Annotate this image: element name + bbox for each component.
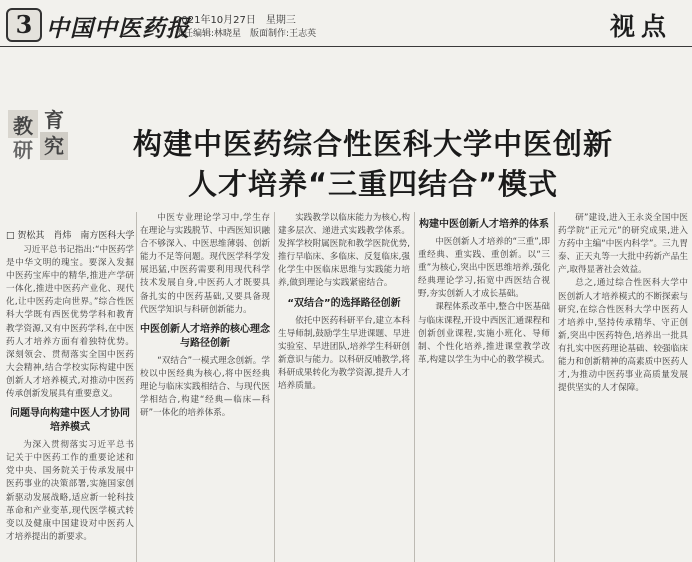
subheading: 中医创新人才培养的核心理念与路径创新 bbox=[140, 323, 270, 349]
paragraph: 总之,通过综合性医科大学中医创新人才培养模式的不断探索与研究,在综合性医科大学中医药人才培养中,坚持传承精华、守正创新,突出中医药特色,培养出一批具有扎实中医药理论基础、较强临床能力和创新精神的高素质中医药人才,为推动中医药事业高质量发展提供坚实的人才保障。 bbox=[558, 278, 688, 394]
editor-credit: 责任编辑:林晓星 版面制作:王志英 bbox=[175, 29, 317, 39]
article-column-3 bbox=[278, 212, 410, 562]
section-title: 视点 bbox=[610, 12, 673, 41]
paragraph: 习近平总书记指出:“中医药学是中华文明的瑰宝。要深入发掘中医药宝库中的精华,推进产学研一体化,推进中医药产业化、现代化,让中医药走向世界。”综合性医科大学既有西医优势学科和教育教学资源,又有中医药学科,在中医药人才培养方面有着独特优势。深刻领会、贯彻落实全国中医药大会精神,结合学校实际构建中医创新人才培养模式,对推动中医药传承创新发展具有重要意义。 bbox=[6, 245, 134, 400]
paragraph: 研”建设,进入王永炎全国中医药学院“正元元”的研究成果,进入方药中主编“中医内科学”。三九胃泰、正天丸等一大批中药新产品生产,取得显著社会效益。 bbox=[558, 213, 688, 276]
masthead bbox=[0, 0, 692, 47]
paragraph: 实践教学以临床能力为核心,构建多层次、递进式实践教学体系。发挥学校附属医院和教学医院优势,推行早临床、多临床、反复临床,强化学生中医临床思维与实践能力培养,做到理论与实践紧密结合。 bbox=[278, 213, 410, 289]
newspaper-logo: 中国中医药报 bbox=[46, 15, 190, 42]
byline: □ 贺松其 肖炜 南方医科大学 bbox=[6, 231, 135, 241]
column-tag bbox=[8, 108, 82, 162]
article-headline bbox=[88, 124, 658, 204]
subheading: 构建中医创新人才培养的体系 bbox=[419, 219, 549, 230]
subheading: “双结合”的选择路径创新 bbox=[287, 297, 401, 309]
headline-line-2: 人才培养“三重四结合”模式 bbox=[187, 167, 559, 201]
column-divider bbox=[554, 212, 555, 562]
page-number: 3 bbox=[6, 8, 42, 42]
tag-char: 研 bbox=[13, 138, 33, 162]
paragraph: 中医创新人才培养的“三重”,即重经典、重实践、重创新。以“三重”为核心,突出中医思维培养,强化经典理论学习,拓宽中西医结合视野,夯实创新人才成长基础。 bbox=[418, 237, 550, 300]
column-divider bbox=[136, 212, 137, 562]
article-column-4 bbox=[418, 212, 550, 562]
column-divider bbox=[414, 212, 415, 562]
article-column-2 bbox=[140, 212, 270, 562]
paragraph: 中医专业理论学习中,学生存在理论与实践脱节、中西医知识融合不够深入、中医思维薄弱、创新能力不足等问题。现代医学科学发展迅猛,中医药需要利用现代科学技术发展自身,中医药人才既要具备扎实的中医药基础,又要具备现代医学知识与科研创新能力。 bbox=[140, 213, 270, 315]
tag-char: 教 bbox=[13, 114, 33, 138]
paragraph: “双结合”一模式理念创新。学校以中医经典为核心,将中医经典理论与临床实践相结合、与现代医学相结合,构建“经典—临床—科研”一体化的培养体系。 bbox=[140, 355, 270, 419]
headline-line-1: 构建中医药综合性医科大学中医创新 bbox=[132, 127, 613, 161]
issue-date: 2021年10月27日 星期三 bbox=[175, 15, 296, 26]
subheading: 问题导向构建中医人才协同培养模式 bbox=[10, 408, 130, 434]
article-column-5 bbox=[558, 212, 688, 562]
paragraph: 为深入贯彻落实习近平总书记关于中医药工作的重要论述和党中央、国务院关于传承发展中医药事业的决策部署,实施国家创新驱动发展战略,适应新一轮科技革命和产业变革,现代医学模式转变以及健康中国建设对中医药人才培养提出的新要求。 bbox=[6, 440, 134, 542]
tag-char: 育 bbox=[44, 108, 64, 132]
paragraph: 依托中医药科研平台,建立本科生导师制,鼓励学生早进课题、早进实验室、早进团队,培养学生科研创新意识与能力。以科研反哺教学,将科研成果转化为教学资源,提升人才培养质量。 bbox=[278, 315, 410, 392]
paragraph: 课程体系改革中,整合中医基础与临床课程,开设中西医汇通课程和创新创业课程,实施小班化、导师制、个性化培养,推进课堂教学改革,构建以学生为中心的教学模式。 bbox=[418, 302, 550, 365]
column-divider bbox=[274, 212, 275, 562]
tag-char: 究 bbox=[44, 134, 64, 158]
article-column-1 bbox=[6, 244, 134, 560]
